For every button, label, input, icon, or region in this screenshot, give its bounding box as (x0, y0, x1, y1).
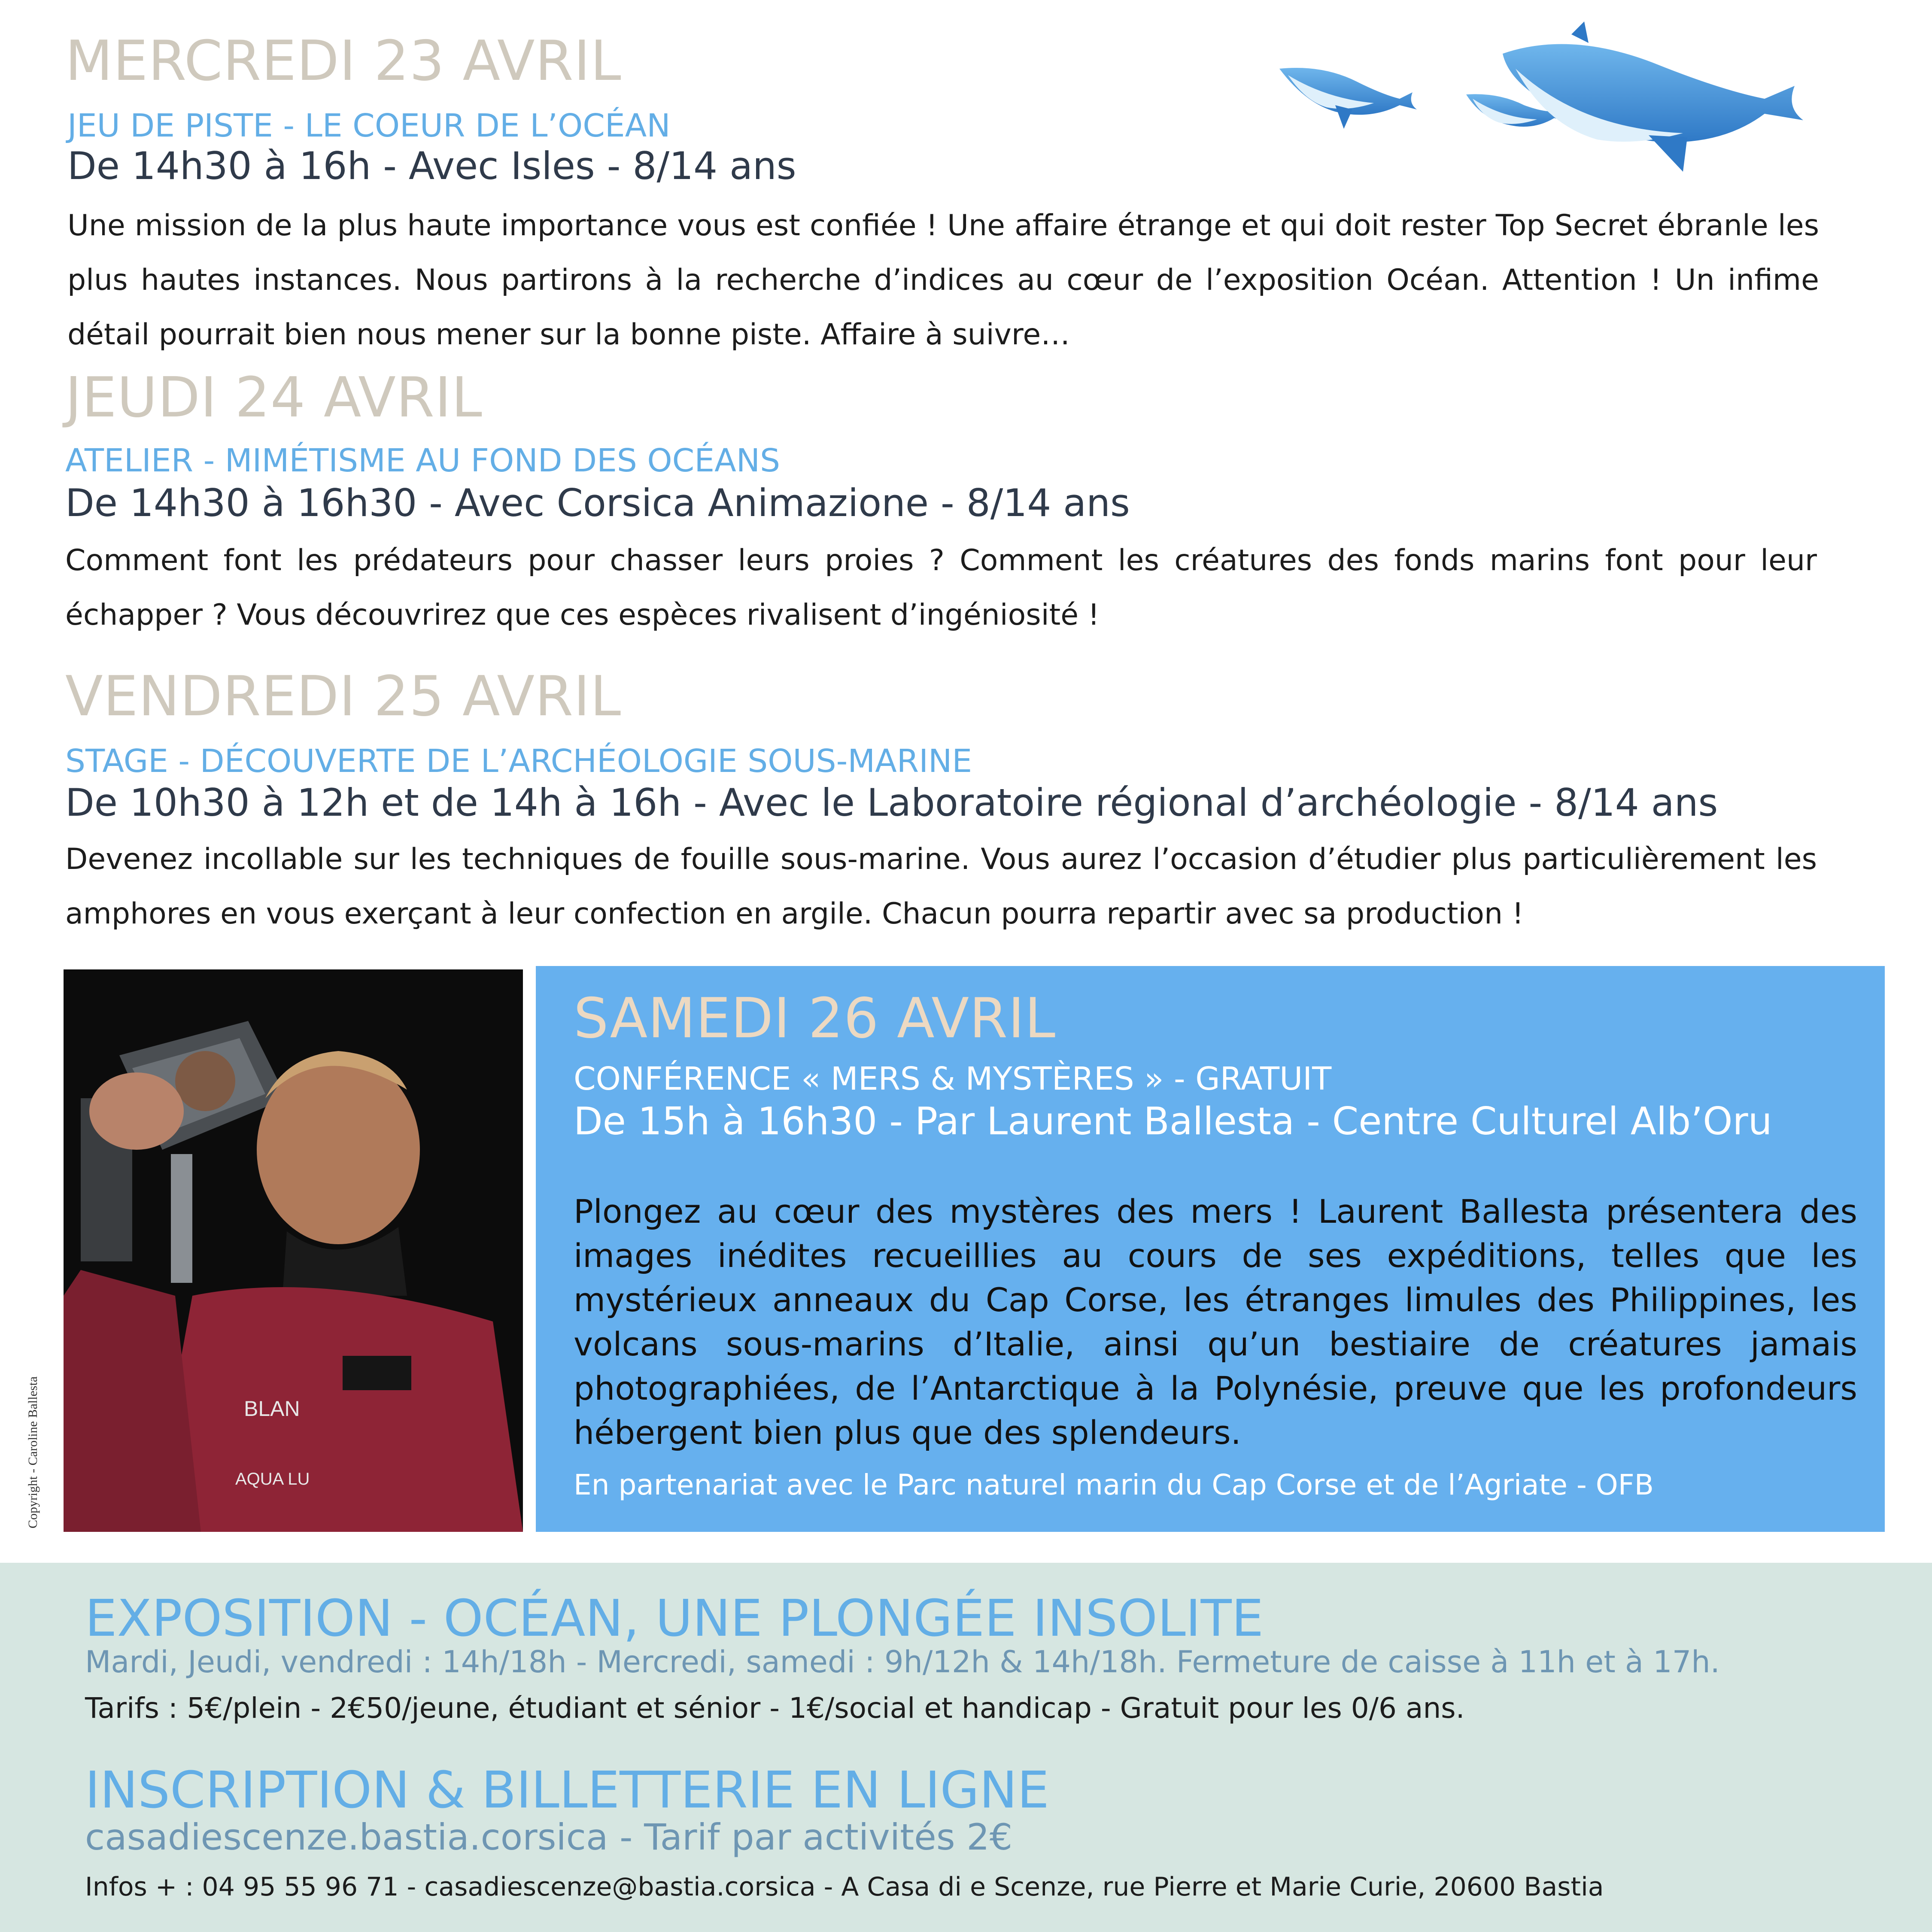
contact-info: Infos + : 04 95 55 96 71 - casadiescenze@bastia.corsica - A Casa di e Scenze, rue Pierre et Marie Curie, 20600 Bastia (85, 1872, 1604, 1902)
event-time: De 10h30 à 12h et de 14h à 16h - Avec le Laboratoire régional d’archéologie - 8/14 ans (65, 781, 1718, 825)
event-title: JEU DE PISTE - LE COEUR DE L’OCÉAN (67, 107, 671, 144)
event-title: ATELIER - MIMÉTISME AU FOND DES OCÉANS (65, 442, 781, 479)
event-description: Devenez incollable sur les techniques de fouille sous-marine. Vous aurez l’occasion d’étudier plus particulièrement les amphores en vous exerçant à leur confection en argile. Chacun pourra repartir avec sa production ! (65, 842, 1817, 931)
speaker-photo (64, 969, 523, 1532)
whales-illustration (1271, 17, 1829, 180)
exhibition-hours: Mardi, Jeudi, vendredi : 14h/18h - Mercredi, samedi : 9h/12h & 14h/18h. Fermeture de caisse à 11h et à 17h. (85, 1644, 1720, 1680)
event-time: De 14h30 à 16h30 - Avec Corsica Animazione - 8/14 ans (65, 481, 1130, 525)
registration-title: INSCRIPTION & BILLETTERIE EN LIGNE (85, 1760, 1049, 1820)
svg-text:AQUA LU: AQUA LU (235, 1470, 310, 1488)
event-description: Plongez au cœur des mystères des mers ! Laurent Ballesta présentera des images inédites recueillies au cours de ses expéditions, telles que les mystérieux anneaux du Cap Corse, les étranges limules des Philippines, les volcans sous-marins d’Italie, ainsi qu’un bestiaire de créatures jamais photographiées, de l’Antarctique à la Polynésie, preuve que les profondeurs hébergent bien plus que des splendeurs. (574, 1192, 1857, 1452)
event-day: VENDREDI 25 AVRIL (65, 665, 622, 729)
svg-text:BLAN: BLAN (244, 1397, 300, 1421)
partnership-note: En partenariat avec le Parc naturel marin du Cap Corse et de l’Agriate - OFB (574, 1468, 1654, 1501)
website-link[interactable]: casadiescenze.bastia.corsica - Tarif par activités 2€ (85, 1816, 1013, 1858)
exhibition-prices: Tarifs : 5€/plein - 2€50/jeune, étudiant et sénior - 1€/social et handicap - Gratuit pour les 0/6 ans. (85, 1692, 1465, 1725)
event-title: STAGE - DÉCOUVERTE DE L’ARCHÉOLOGIE SOUS-MARINE (65, 743, 972, 780)
conference-panel (536, 966, 1885, 1532)
photo-credit: Copyright - Caroline Ballesta (26, 1376, 40, 1528)
event-time: De 14h30 à 16h - Avec Isles - 8/14 ans (67, 144, 796, 188)
event-day: JEUDI 24 AVRIL (65, 366, 483, 430)
event-description: Comment font les prédateurs pour chasser leurs proies ? Comment les créatures des fonds marins font pour leur échapper ? Vous découvrirez que ces espèces rivalisent d’ingéniosité ! (65, 544, 1817, 632)
exhibition-title: EXPOSITION - OCÉAN, UNE PLONGÉE INSOLITE (85, 1589, 1264, 1648)
event-day: MERCREDI 23 AVRIL (65, 29, 622, 93)
event-day: SAMEDI 26 AVRIL (574, 987, 1056, 1051)
event-time: De 15h à 16h30 - Par Laurent Ballesta - Centre Culturel Alb’Oru (574, 1099, 1772, 1143)
event-description: Une mission de la plus haute importance vous est confiée ! Une affaire étrange et qui doit rester Top Secret ébranle les plus hautes instances. Nous partirons à la recherche d’indices au cœur de l’exposition Océan. Attention ! Un infime détail pourrait bien nous mener sur la bonne piste. Affaire à suivre… (67, 209, 1819, 352)
event-title: CONFÉRENCE « MERS & MYSTÈRES » - GRATUIT (574, 1060, 1332, 1097)
footer (0, 1563, 1932, 1932)
